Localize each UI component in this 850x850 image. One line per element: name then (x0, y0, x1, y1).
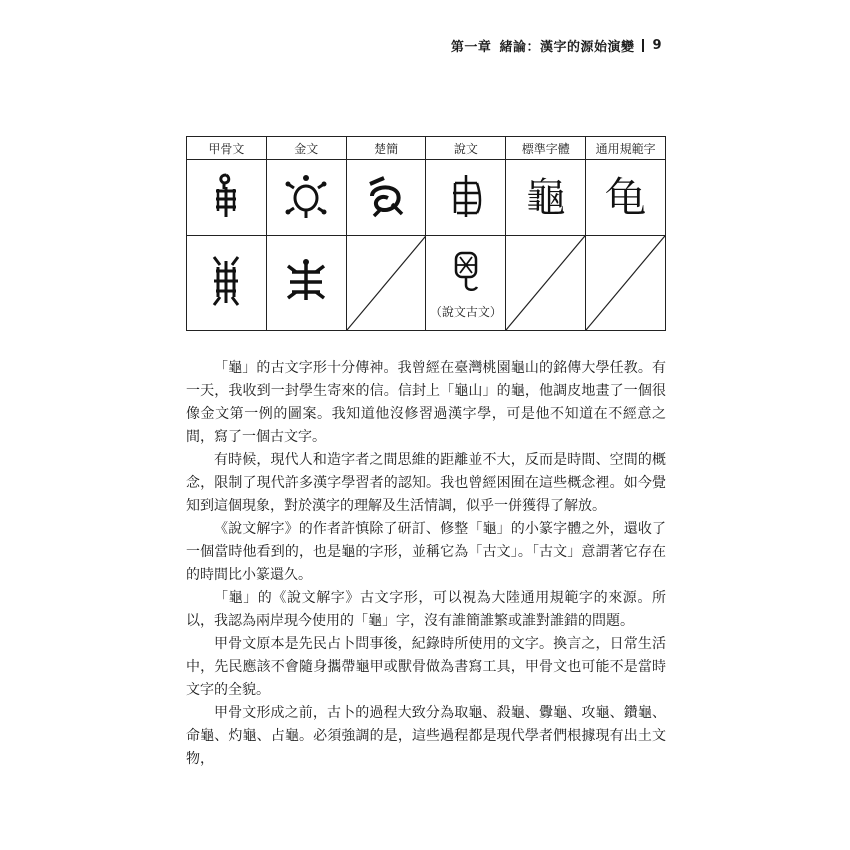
column-header-shuowen: 說文 (426, 137, 506, 160)
standard-empty-cell (506, 236, 586, 331)
table-header-row (187, 137, 666, 160)
running-header (451, 36, 662, 55)
chu-bamboo-empty-cell (346, 236, 426, 331)
shuowen-glyph-1 (426, 160, 506, 236)
oracle-turtle-variant-icon (206, 253, 246, 309)
bronze-glyph-2 (266, 236, 346, 331)
chu-turtle-icon (364, 174, 408, 218)
body-text (186, 357, 666, 771)
chapter-title: 緒論：漢字的源始演變 (499, 40, 635, 55)
table-row (187, 160, 666, 236)
oracle-bone-glyph-1 (187, 160, 267, 236)
paragraph: 有時候，現代人和造字者之間思維的距離並不大，反而是時間、空間的概念，限制了現代許多漢字學習者的認知。我也曾經困囿在這些概念裡。如今覺知到這個現象，對於漢字的理解及生活情調，似乎一併獲得了解放。 (186, 452, 666, 514)
header-separator (642, 39, 644, 52)
paragraph: 「龜」的《說文解字》古文字形，可以視為大陸通用規範字的來源。所以，我認為兩岸現今使用的「龜」字，沒有誰簡誰繁或誰對誰錯的問題。 (186, 590, 666, 629)
table-row (187, 236, 666, 331)
column-header-simplified: 通用規範字 (586, 137, 666, 160)
empty-cell-diagonal (506, 236, 585, 330)
bronze-turtle-variant-icon (284, 258, 328, 304)
paragraph: 《說文解字》的作者許慎除了研訂、修整「龜」的小篆字體之外，還收了一個當時他看到的，也是龜的字形，並稱它為「古文」。「古文」意謂著它存在的時間比小篆還久。 (186, 521, 666, 583)
column-header-bronze: 金文 (266, 137, 346, 160)
chapter-label: 第一章 (450, 40, 492, 55)
standard-glyph (506, 160, 586, 236)
shuowen-guwen-turtle-icon (449, 247, 483, 293)
column-header-standard: 標準字體 (506, 137, 586, 160)
simplified-turtle-char: 龟 (604, 172, 647, 222)
page-number: 9 (652, 38, 662, 53)
shuowen-guwen-cell (426, 236, 506, 331)
standard-turtle-char: 龜 (525, 174, 566, 221)
bronze-turtle-icon (284, 172, 328, 220)
empty-cell-diagonal (347, 236, 426, 330)
oracle-turtle-icon (206, 171, 246, 221)
paragraph: 甲骨文形成之前，古卜的過程大致分為取龜、殺龜、釁龜、攻龜、鑽龜、命龜、灼龜、占龜。必須強調的是，這些過程都是現代學者們根據現有出土文物， (186, 705, 666, 767)
paragraph: 甲骨文原本是先民占卜問事後，紀錄時所使用的文字。換言之，日常生活中，先民應該不會隨身攜帶龜甲或獸骨做為書寫工具，甲骨文也可能不是當時文字的全貌。 (186, 636, 666, 698)
simplified-empty-cell (586, 236, 666, 331)
simplified-glyph (586, 160, 666, 236)
column-header-oracle-bone: 甲骨文 (187, 137, 267, 160)
paragraph: 「龜」的古文字形十分傳神。我曾經在臺灣桃園龜山的銘傳大學任教。有一天，我收到一封學生寄來的信。信封上「龜山」的龜，他調皮地畫了一個很像金文第一例的圖案。我知道他沒修習過漢字學，可是他不知道在不經意之間，寫了一個古文字。 (186, 360, 666, 445)
oracle-bone-glyph-2 (187, 236, 267, 331)
empty-cell-diagonal (586, 236, 665, 330)
chu-bamboo-glyph-1 (346, 160, 426, 236)
script-evolution-table (186, 136, 666, 331)
bronze-glyph-1 (266, 160, 346, 236)
shuowen-seal-turtle-icon (447, 171, 485, 221)
column-header-chu-bamboo: 楚簡 (346, 137, 426, 160)
shuowen-guwen-caption: （說文古文） (429, 304, 502, 319)
